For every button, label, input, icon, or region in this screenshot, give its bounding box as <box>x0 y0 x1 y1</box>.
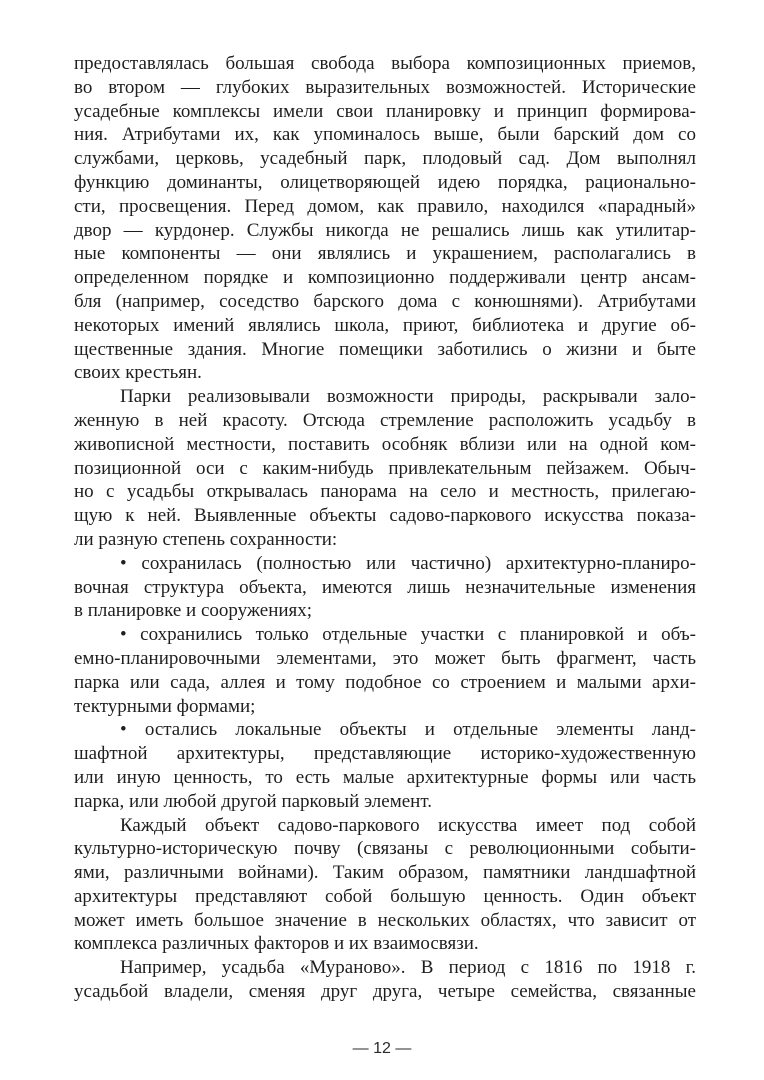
text-line: двор — курдонер. Службы никогда не решались лишь как утилитар- <box>74 219 696 241</box>
text-line: своих крестьян. <box>74 362 202 384</box>
text-line: архитектуры представляют собой большую ценность. Один объект <box>74 885 696 907</box>
text-line: или иную ценность, то есть малые архитектурные формы или часть <box>74 766 696 788</box>
text-line: ями, различными войнами). Таким образом, памятники ландшафтной <box>74 862 696 884</box>
text-line: функцию доминанты, олицетворяющей идею порядка, рациональнo- <box>74 171 696 193</box>
bullet-item <box>74 552 696 623</box>
text-line: позиционной оси с каким-нибудь привлекательным пейзажем. Обыч- <box>74 457 696 479</box>
text-line: определенном порядке и композиционно поддерживали центр ансам- <box>74 267 696 289</box>
text-line: усадьбой владели, сменяя друг друга, четыре семейства, связанные <box>74 981 696 1003</box>
text-line: парка или сада, аллея и тому подобное со строением и малыми архи- <box>74 671 696 693</box>
paragraph <box>74 52 696 385</box>
text-line: шафтной архитектуры, представляющие историко-художественную <box>74 743 696 765</box>
text-line: предоставлялась большая свобода выбора композиционных приемов, <box>74 53 696 74</box>
text-line: усадебные комплексы имели свои планировку и принцип формирова- <box>74 100 696 122</box>
line-text: сохранились только отдельные участки с планировкой и объ- <box>140 624 696 646</box>
text-line: живописной местности, поставить особняк вблизи или на одной ком- <box>74 433 696 455</box>
bullet-item <box>74 718 696 813</box>
text-line: службами, церковь, усадебный парк, плодовый сад. Дом выполнял <box>74 148 696 170</box>
page-number: — 12 — <box>352 1040 412 1057</box>
text-line: емно-планировочными элементами, это может быть фрагмент, часть <box>74 647 696 669</box>
text-line: в планировке и сооружениях; <box>74 600 313 622</box>
text-line: ные компоненты — они являлись и украшением, располагались в <box>74 243 696 265</box>
text-line: парка, или любой другой парковый элемент. <box>74 790 432 812</box>
text-line: во втором — глубоких выразительных возможностей. Исторические <box>74 76 696 98</box>
text-line: Каждый объект садово-паркового искусства имеет под собой <box>120 814 696 836</box>
paragraph <box>74 814 696 957</box>
text-line <box>74 718 696 742</box>
text-line: тектурными формами; <box>74 695 256 717</box>
text-line: ния. Атрибутами их, как упоминалось выше, были барский дом со <box>74 124 696 146</box>
bullet-mark: • <box>120 552 127 574</box>
line-text: сохранилась (полностью или частично) архитектурно-планиро- <box>141 552 697 574</box>
text-line: некоторых имений являлись школа, приют, библиотека и другие об- <box>74 314 696 336</box>
text-line: но с усадьбы открывалась панорама на село и местность, прилегаю- <box>74 481 696 503</box>
text-line: вочная структура объекта, имеются лишь незначительные изменения <box>74 576 696 598</box>
text-line: щую к ней. Выявленные объекты садово-паркового искусства показа- <box>74 505 696 527</box>
text-line: сти, просвещения. Перед домом, как правило, находился «парадный» <box>74 195 696 217</box>
text-line: женную в ней красоту. Отсюда стремление расположить усадьбу в <box>74 409 696 431</box>
text-line: комплекса различных факторов и их взаимосвязи. <box>74 933 479 955</box>
text-line: Парки реализовывали возможности природы, раскрывали зало- <box>120 386 696 408</box>
bullet-item <box>74 623 696 718</box>
line-text: остались локальные объекты и отдельные элементы ланд- <box>144 719 696 741</box>
text-line <box>74 552 696 576</box>
paragraph <box>74 956 696 1004</box>
bullet-mark: • <box>120 719 127 741</box>
text-line: может иметь большое значение в нескольких областях, что зависит от <box>74 909 696 931</box>
text-line <box>74 623 696 647</box>
text-line: Например, усадьба «Мураново». В период с 1816 по 1918 г. <box>120 957 696 979</box>
bullet-mark: • <box>120 624 127 646</box>
paragraph <box>74 385 696 552</box>
text-line: ли разную степень сохранности: <box>74 528 338 550</box>
text-line: культурно-историческую почву (связаны с революционными событи- <box>74 838 696 860</box>
text-line: бля (например, соседство барского дома с конюшнями). Атрибутами <box>74 290 696 312</box>
text-line: щественные здания. Многие помещики заботились о жизни и быте <box>74 338 696 360</box>
body-text <box>74 52 696 1004</box>
